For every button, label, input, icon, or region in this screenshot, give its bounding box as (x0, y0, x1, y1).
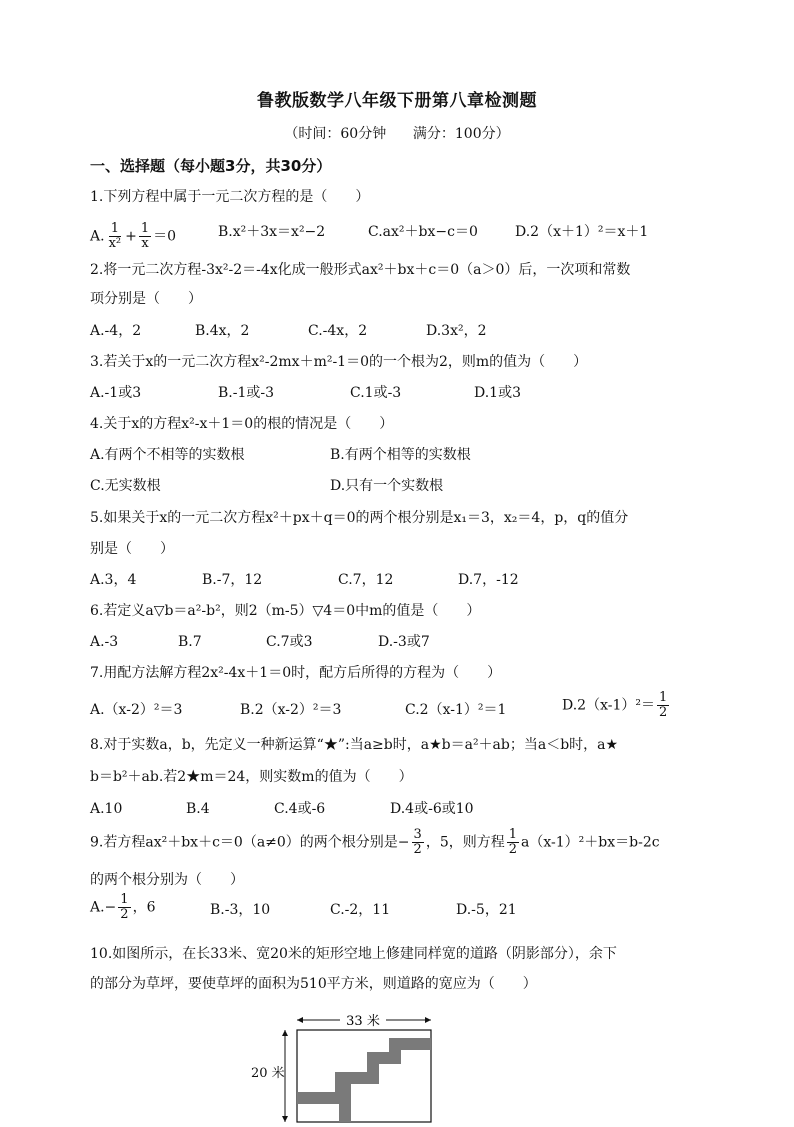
q3-stem: 3.若关于x的一元二次方程x²-2mx＋m²-1＝0的一个根为2，则m的值为（ ） (90, 354, 588, 370)
q6-option-a: A.-3 (90, 634, 119, 650)
q2-stem-line2: 项分别是（ ） (90, 291, 202, 307)
q8-stem-line1: 8.对于实数a，b，先定义一种新运算“★”:当a≥b时，a★b＝a²＋ab；当a＜b时，a★ (90, 737, 619, 753)
arrow-right-icon (425, 1017, 431, 1023)
q10-stem-line2: 的部分为草坪，要使草坪的面积为510平方米，则道路的宽应为（ ） (90, 976, 537, 992)
length-label: 33 米 (346, 1014, 380, 1029)
arrow-left-icon (297, 1017, 303, 1023)
page-subtitle: （时间：60分钟 满分：100分） (284, 126, 510, 142)
q3-option-b: B.-1或-3 (218, 385, 275, 401)
q9-option-d: D.-5，21 (456, 902, 517, 918)
q5-option-c: C.7，12 (338, 572, 394, 588)
page-title: 鲁教版数学八年级下册第八章检测题 (257, 91, 537, 111)
q4-option-d: D.只有一个实数根 (330, 478, 444, 494)
q9-option-c: C.-2，11 (330, 902, 391, 918)
q9-option-b: B.-3，10 (210, 902, 271, 918)
q5-option-a: A.3，4 (90, 572, 137, 588)
q1-option-d: D.2（x＋1）²＝x＋1 (515, 224, 649, 240)
q7-option-b: B.2（x-2）²＝3 (240, 702, 342, 718)
q8-option-b: B.4 (186, 801, 210, 817)
q8-option-a: A.10 (90, 801, 123, 817)
q6-option-d: D.-3或7 (378, 634, 430, 650)
q2-stem-line1: 2.将一元二次方程-3x²-2＝-4x化成一般形式ax²＋bx＋c＝0（a＞0）后，一次项和常数 (90, 262, 631, 278)
q6-stem: 6.若定义a▽b＝a²-b²，则2（m-5）▽4＝0中m的值是（ ） (90, 603, 481, 619)
width-label: 20 米 (251, 1066, 285, 1081)
q7-option-c: C.2（x-1）²＝1 (405, 702, 507, 718)
q4-option-b: B.有两个相等的实数根 (330, 447, 471, 463)
q1-stem: 1.下列方程中属于一元二次方程的是（ ） (90, 189, 370, 205)
arrow-down-icon (282, 1116, 288, 1122)
q7-option-d: D.2（x-1）²＝ $\frac{1}{2}$ (562, 690, 668, 720)
q5-stem-line2: 别是（ ） (90, 541, 174, 557)
q2-option-b: B.4x，2 (195, 323, 250, 339)
fraction: $\frac{1}{\text{x²}}$ (108, 221, 122, 251)
fraction: $\frac{1}{2}$ (508, 827, 518, 857)
q1-option-c: C.ax²＋bx−c＝0 (368, 224, 478, 240)
q6-option-b: B.7 (178, 634, 202, 650)
q3-option-d: D.1或3 (474, 385, 521, 401)
q8-option-d: D.4或-6或10 (390, 801, 474, 817)
q1-option-a: A. $\frac{1}{\text{x²}}$ + $\frac{1}{x}$ ＝0 (90, 221, 177, 251)
q4-option-a: A.有两个不相等的实数根 (90, 447, 245, 463)
q8-option-c: C.4或-6 (274, 801, 326, 817)
q5-option-b: B.-7，12 (202, 572, 263, 588)
road-diagram (251, 1010, 455, 1127)
q2-option-d: D.3x²，2 (426, 323, 487, 339)
road-diagram-svg (255, 1010, 455, 1123)
fraction: $\frac{3}{2}$ (413, 827, 422, 857)
q7-option-a: A.（x-2）²＝3 (90, 702, 183, 718)
q5-stem-line1: 5.如果关于x的一元二次方程x²＋px＋q＝0的两个根分别是x₁＝3，x₂＝4，p，q的值分 (90, 510, 629, 526)
q9-option-a: A.− $\frac{1}{2}$ ，6 (90, 892, 156, 922)
q5-option-d: D.7，-12 (458, 572, 519, 588)
fraction: $\frac{1}{x}$ (140, 221, 150, 251)
q4-stem: 4.关于x的方程x²-x＋1＝0的根的情况是（ ） (90, 416, 394, 432)
q1-option-b: B.x²＋3x＝x²−2 (218, 224, 326, 240)
q3-option-c: C.1或-3 (350, 385, 402, 401)
q8-stem-line2: b＝b²＋ab.若2★m＝24，则实数m的值为（ ） (90, 769, 413, 785)
section-heading: 一、选择题（每小题3分，共30分） (90, 157, 332, 175)
q3-option-a: A.-1或3 (90, 385, 142, 401)
fraction: $\frac{1}{2}$ (658, 690, 668, 720)
q2-option-c: C.-4x，2 (308, 323, 368, 339)
q6-option-c: C.7或3 (266, 634, 313, 650)
q2-option-a: A.-4，2 (90, 323, 142, 339)
q9-stem-line1: 9.若方程ax²＋bx＋c＝0（a≠0）的两个根分别是− $\frac{3}{2}$ ，5，则方程 $\frac{1}{2}$ a（x-1）²＋bx＝b-2c (90, 827, 660, 857)
arrow-up-icon (282, 1030, 288, 1036)
q7-stem: 7.用配方法解方程2x²-4x＋1＝0时，配方后所得的方程为（ ） (90, 665, 502, 681)
q9-stem-line2: 的两个根分别为（ ） (90, 872, 244, 888)
fraction: $\frac{1}{2}$ (120, 892, 129, 922)
q4-option-c: C.无实数根 (90, 478, 161, 494)
q10-stem-line1: 10.如图所示，在长33米、宽20米的矩形空地上修建同样宽的道路（阴影部分），余下 (90, 946, 617, 962)
